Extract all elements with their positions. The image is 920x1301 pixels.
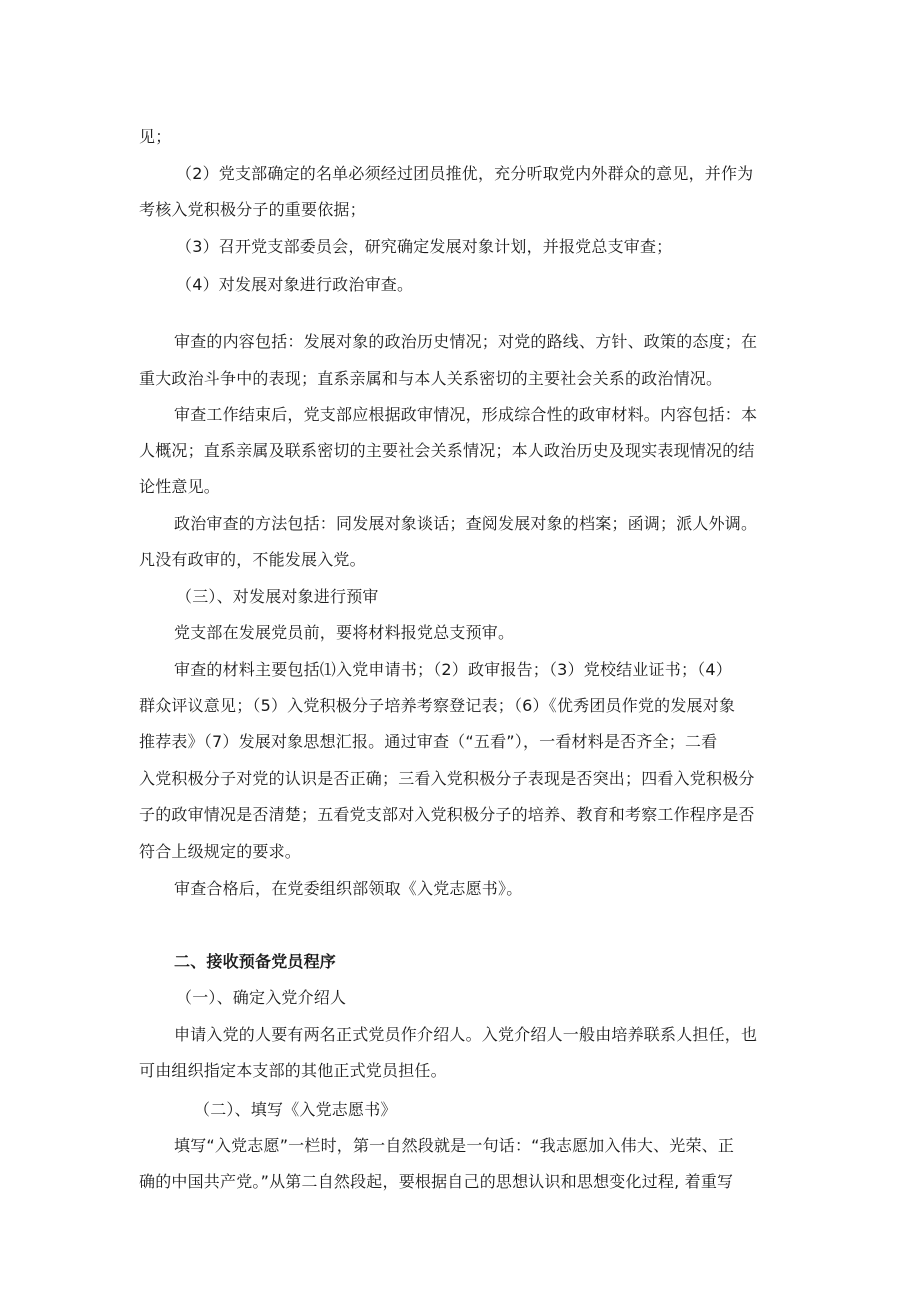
- text-line: 可由组织指定本支部的其他正式党员担任。: [139, 1061, 447, 1080]
- text-line: 凡没有政审的，不能发展入党。: [139, 550, 366, 569]
- text-line: 党支部在发展党员前，要将材料报党总支预审。: [174, 623, 515, 642]
- chapter-heading: 二、接收预备党员程序: [174, 952, 337, 971]
- text-line: 确的中国共产党。”从第二自然段起，要根据自己的思想认识和思想变化过程, 着重写: [139, 1172, 734, 1191]
- text-line: 推荐表》（7）发展对象思想汇报。通过审查（“五看”），一看材料是否齐全；二看: [139, 732, 718, 751]
- text-line: 入党积极分子对党的认识是否正确；三看入党积极分子表现是否突出；四看入党积极分: [139, 769, 755, 788]
- text-line: （2）党支部确定的名单必须经过团员推优，充分听取党内外群众的意见，并作为: [176, 164, 754, 183]
- text-line: 重大政治斗争中的表现；直系亲属和与本人关系密切的主要社会关系的政治情况。: [139, 369, 723, 388]
- text-line: 审查的材料主要包括⑴入党申请书；（2）政审报告；（3）党校结业证书；（4）: [174, 660, 732, 679]
- text-line: 填写“入党志愿”一栏时，第一自然段就是一句话：“我志愿加入伟大、光荣、正: [174, 1136, 735, 1155]
- section-heading: （二）、填写《入党志愿书》: [194, 1100, 397, 1119]
- text-line: 子的政审情况是否清楚；五看党支部对入党积极分子的培养、教育和考察工作程序是否: [139, 805, 755, 824]
- text-line: （3）召开党支部委员会，研究确定发展对象计划，并报党总支审查；: [176, 237, 673, 256]
- text-line: 见；: [139, 127, 172, 146]
- text-line: 群众评议意见；（5）入党积极分子培养考察登记表；（6）《优秀团员作党的发展对象: [139, 696, 736, 715]
- section-heading: （三）、对发展对象进行预审: [176, 587, 379, 606]
- section-heading: （一）、确定入党介绍人: [176, 988, 347, 1007]
- text-line: 论性意见。: [139, 477, 221, 496]
- text-line: 审查合格后，在党委组织部领取《入党志愿书》。: [174, 879, 523, 898]
- text-line: 审查工作结束后，党支部应根据政审情况，形成综合性的政审材料。内容包括：本: [174, 405, 758, 424]
- text-line: （4）对发展对象进行政治审查。: [176, 275, 414, 294]
- text-line: 政治审查的方法包括：同发展对象谈话；查阅发展对象的档案；函调；派人外调。: [174, 514, 758, 533]
- text-line: 人概况；直系亲属及联系密切的主要社会关系情况；本人政治历史及现实表现情况的结: [139, 441, 755, 460]
- text-line: 符合上级规定的要求。: [139, 842, 302, 861]
- text-line: 申请入党的人要有两名正式党员作介绍人。入党介绍人一般由培养联系人担任，也: [174, 1025, 758, 1044]
- text-line: 审查的内容包括：发展对象的政治历史情况；对党的路线、方针、政策的态度；在: [174, 332, 758, 351]
- text-line: 考核入党积极分子的重要依据；: [139, 200, 366, 219]
